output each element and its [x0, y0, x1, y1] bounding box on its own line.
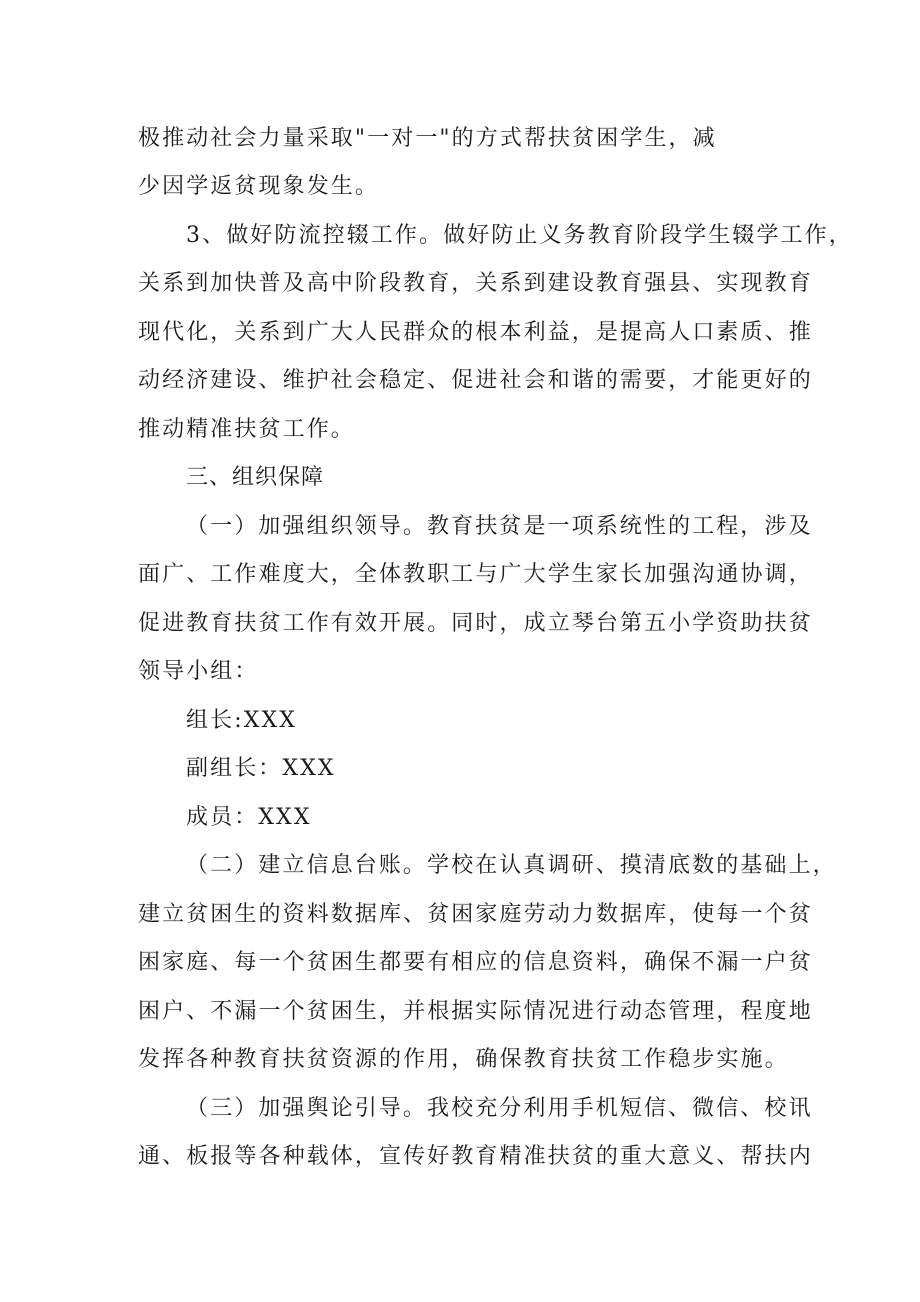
team-deputy-leader: 副组长：XXX — [186, 756, 336, 781]
text-line: （三）加强舆论引导。我校充分利用手机短信、微信、校讯 — [186, 1096, 813, 1121]
text-line: （一）加强组织领导。教育扶贫是一项系统性的工程，涉及 — [186, 514, 813, 539]
text-line: 动经济建设、维护社会稳定、促进社会和谐的需要，才能更好的 — [138, 368, 813, 393]
text-line: 推动精准扶贫工作。 — [138, 417, 355, 442]
text-line: 建立贫困生的资料数据库、贫困家庭劳动力数据库，使每一个贫 — [138, 902, 813, 927]
text-line: 领导小组： — [138, 659, 259, 684]
text-line: 通、板报等各种载体，宣传好教育精准扶贫的重大意义、帮扶内 — [138, 1144, 813, 1169]
team-members: 成员：XXX — [186, 805, 312, 830]
text-line: 极推动社会力量采取"一对一"的方式帮扶贫困学生，减 — [138, 126, 717, 151]
team-leader: 组长:XXX — [186, 708, 297, 733]
text-line: 面广、工作难度大，全体教职工与广大学生家长加强沟通协调， — [138, 562, 813, 587]
text-line: 促进教育扶贫工作有效开展。同时，成立琴台第五小学资助扶贫 — [138, 611, 813, 636]
text-line: 3、做好防流控辍工作。做好防止义务教育阶段学生辍学工作， — [186, 223, 853, 248]
text-line: 现代化，关系到广大人民群众的根本利益，是提高人口素质、推 — [138, 320, 813, 345]
text-line: 困户、不漏一个贫困生，并根据实际情况进行动态管理，程度地 — [138, 999, 813, 1024]
text-line: 少因学返贫现象发生。 — [138, 174, 380, 199]
text-line: （二）建立信息台账。学校在认真调研、摸清底数的基础上， — [186, 853, 837, 878]
text-line: 关系到加快普及高中阶段教育，关系到建设教育强县、实现教育 — [138, 271, 813, 296]
text-line: 发挥各种教育扶贫资源的作用，确保教育扶贫工作稳步实施。 — [138, 1047, 789, 1072]
text-line: 困家庭、每一个贫困生都要有相应的信息资料，确保不漏一户贫 — [138, 950, 813, 975]
section-heading: 三、组织保障 — [186, 465, 325, 490]
